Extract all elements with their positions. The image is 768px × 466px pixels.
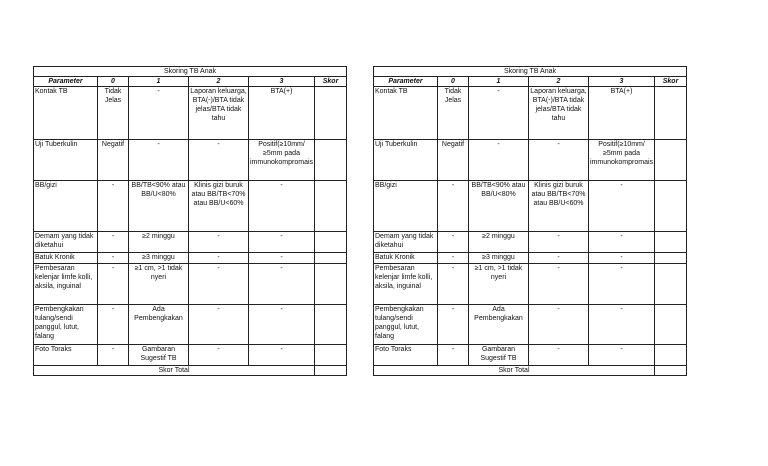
skor-cell[interactable] — [655, 264, 687, 305]
cell-0: Tidak Jelas — [98, 87, 129, 140]
cell-2: - — [529, 232, 589, 253]
cell-3: BTA(+) — [249, 87, 315, 140]
cell-2: Klinis gizi buruk atau BB/TB<70% atau BB/U<60% — [529, 181, 589, 232]
param-cell: Pembengkakan tulang/sendi panggul, lutut, falang — [374, 305, 438, 345]
cell-1: BB/TB<90% atau BB/U<80% — [469, 181, 529, 232]
cell-0: - — [98, 253, 129, 264]
skor-cell[interactable] — [315, 87, 347, 140]
cell-2: - — [189, 345, 249, 366]
cell-1: ≥2 minggu — [129, 232, 189, 253]
table-row — [34, 305, 347, 345]
param-cell: Batuk Kronik — [374, 253, 438, 264]
table-row — [34, 87, 347, 140]
cell-1: ≥1 cm, >1 tidak nyeri — [469, 264, 529, 305]
cell-1: Ada Pembengkakan — [129, 305, 189, 345]
param-cell: Kontak TB — [374, 87, 438, 140]
cell-3: - — [249, 264, 315, 305]
header-skor: Skor — [315, 77, 347, 87]
cell-3: - — [249, 345, 315, 366]
cell-3: - — [589, 264, 655, 305]
table-row — [34, 232, 347, 253]
table-row — [374, 87, 687, 140]
skor-cell[interactable] — [315, 253, 347, 264]
skor-cell[interactable] — [655, 345, 687, 366]
cell-0: - — [98, 305, 129, 345]
skor-cell[interactable] — [315, 181, 347, 232]
cell-0: - — [438, 305, 469, 345]
table-row — [374, 345, 687, 366]
header-score-3: 3 — [249, 77, 315, 87]
cell-2: Klinis gizi buruk atau BB/TB<70% atau BB/U<60% — [189, 181, 249, 232]
cell-0: - — [438, 181, 469, 232]
cell-0: - — [438, 264, 469, 305]
cell-0: - — [98, 232, 129, 253]
param-cell: Batuk Kronik — [34, 253, 98, 264]
cell-3: - — [589, 345, 655, 366]
table-row — [34, 345, 347, 366]
cell-1: ≥2 minggu — [469, 232, 529, 253]
skor-cell[interactable] — [655, 140, 687, 181]
header-parameter: Parameter — [374, 77, 438, 87]
skor-cell[interactable] — [315, 232, 347, 253]
cell-3: - — [589, 253, 655, 264]
cell-2: - — [529, 264, 589, 305]
skor-cell[interactable] — [315, 305, 347, 345]
cell-3: - — [249, 232, 315, 253]
cell-2: - — [529, 305, 589, 345]
cell-0: - — [438, 253, 469, 264]
table-title: Skoring TB Anak — [374, 67, 687, 77]
header-score-1: 1 — [129, 77, 189, 87]
header-score-0: 0 — [438, 77, 469, 87]
header-score-2: 2 — [529, 77, 589, 87]
table-title: Skoring TB Anak — [34, 67, 347, 77]
scoring-table-right — [373, 66, 687, 376]
table-row — [374, 232, 687, 253]
skor-cell[interactable] — [655, 87, 687, 140]
cell-1: ≥3 minggu — [129, 253, 189, 264]
skor-cell[interactable] — [315, 140, 347, 181]
param-cell: BB/gizi — [374, 181, 438, 232]
cell-2: - — [189, 305, 249, 345]
cell-1: - — [129, 87, 189, 140]
cell-0: Tidak Jelas — [438, 87, 469, 140]
cell-1: ≥1 cm, >1 tidak nyeri — [129, 264, 189, 305]
cell-2: - — [189, 232, 249, 253]
cell-0: Negatif — [438, 140, 469, 181]
cell-2: Laporan keluarga, BTA(-)/BTA tidak jelas/BTA tidak tahu — [529, 87, 589, 140]
param-cell: Pembengkakan tulang/sendi panggul, lutut, falang — [34, 305, 98, 345]
header-score-3: 3 — [589, 77, 655, 87]
cell-1: BB/TB<90% atau BB/U<80% — [129, 181, 189, 232]
cell-2: - — [529, 345, 589, 366]
cell-0: - — [98, 264, 129, 305]
skor-cell[interactable] — [315, 345, 347, 366]
table-row — [374, 305, 687, 345]
scoring-table-left — [33, 66, 347, 376]
total-label: Skor Total — [34, 366, 315, 376]
cell-3: - — [589, 232, 655, 253]
cell-0: Negatif — [98, 140, 129, 181]
cell-0: - — [438, 345, 469, 366]
cell-3: Positif(≥10mm/ ≥5mm pada immunokompromais — [249, 140, 315, 181]
header-score-2: 2 — [189, 77, 249, 87]
cell-0: - — [98, 345, 129, 366]
cell-3: - — [589, 305, 655, 345]
skor-cell[interactable] — [315, 264, 347, 305]
header-skor: Skor — [655, 77, 687, 87]
cell-2: - — [529, 140, 589, 181]
cell-3: - — [249, 253, 315, 264]
cell-1: Ada Pembengkakan — [469, 305, 529, 345]
param-cell: Kontak TB — [34, 87, 98, 140]
skor-cell[interactable] — [655, 305, 687, 345]
cell-2: - — [529, 253, 589, 264]
cell-3: - — [249, 181, 315, 232]
cell-0: - — [438, 232, 469, 253]
param-cell: Foto Toraks — [374, 345, 438, 366]
cell-2: - — [189, 140, 249, 181]
skor-cell[interactable] — [655, 232, 687, 253]
param-cell: BB/gizi — [34, 181, 98, 232]
cell-3: Positif(≥10mm/ ≥5mm pada immunokompromais — [589, 140, 655, 181]
cell-3: - — [589, 181, 655, 232]
header-score-0: 0 — [98, 77, 129, 87]
param-cell: Uji Tuberkulin — [374, 140, 438, 181]
table-row — [34, 181, 347, 232]
cell-1: - — [469, 87, 529, 140]
table-row — [374, 140, 687, 181]
table-row — [34, 140, 347, 181]
table-row — [374, 181, 687, 232]
skor-cell[interactable] — [655, 181, 687, 232]
header-parameter: Parameter — [34, 77, 98, 87]
cell-3: BTA(+) — [589, 87, 655, 140]
skor-cell[interactable] — [655, 253, 687, 264]
table-row — [34, 264, 347, 305]
cell-1: - — [469, 140, 529, 181]
param-cell: Pembesaran kelenjar limfe kolli, aksila, inguinal — [374, 264, 438, 305]
param-cell: Demam yang tidak diketahui — [34, 232, 98, 253]
cell-1: Gambaran Sugestif TB — [469, 345, 529, 366]
total-score-cell[interactable] — [315, 366, 347, 376]
cell-1: - — [129, 140, 189, 181]
param-cell: Demam yang tidak diketahui — [374, 232, 438, 253]
cell-1: ≥3 minggu — [469, 253, 529, 264]
cell-3: - — [249, 305, 315, 345]
cell-2: - — [189, 253, 249, 264]
cell-1: Gambaran Sugestif TB — [129, 345, 189, 366]
cell-2: Laporan keluarga, BTA(-)/BTA tidak jelas/BTA tidak tahu — [189, 87, 249, 140]
header-score-1: 1 — [469, 77, 529, 87]
param-cell: Pembesaran kelenjar limfe kolli, aksila, inguinal — [34, 264, 98, 305]
param-cell: Uji Tuberkulin — [34, 140, 98, 181]
total-label: Skor Total — [374, 366, 655, 376]
table-row — [374, 253, 687, 264]
total-score-cell[interactable] — [655, 366, 687, 376]
table-row — [374, 264, 687, 305]
param-cell: Foto Toraks — [34, 345, 98, 366]
table-row — [34, 253, 347, 264]
cell-2: - — [189, 264, 249, 305]
cell-0: - — [98, 181, 129, 232]
